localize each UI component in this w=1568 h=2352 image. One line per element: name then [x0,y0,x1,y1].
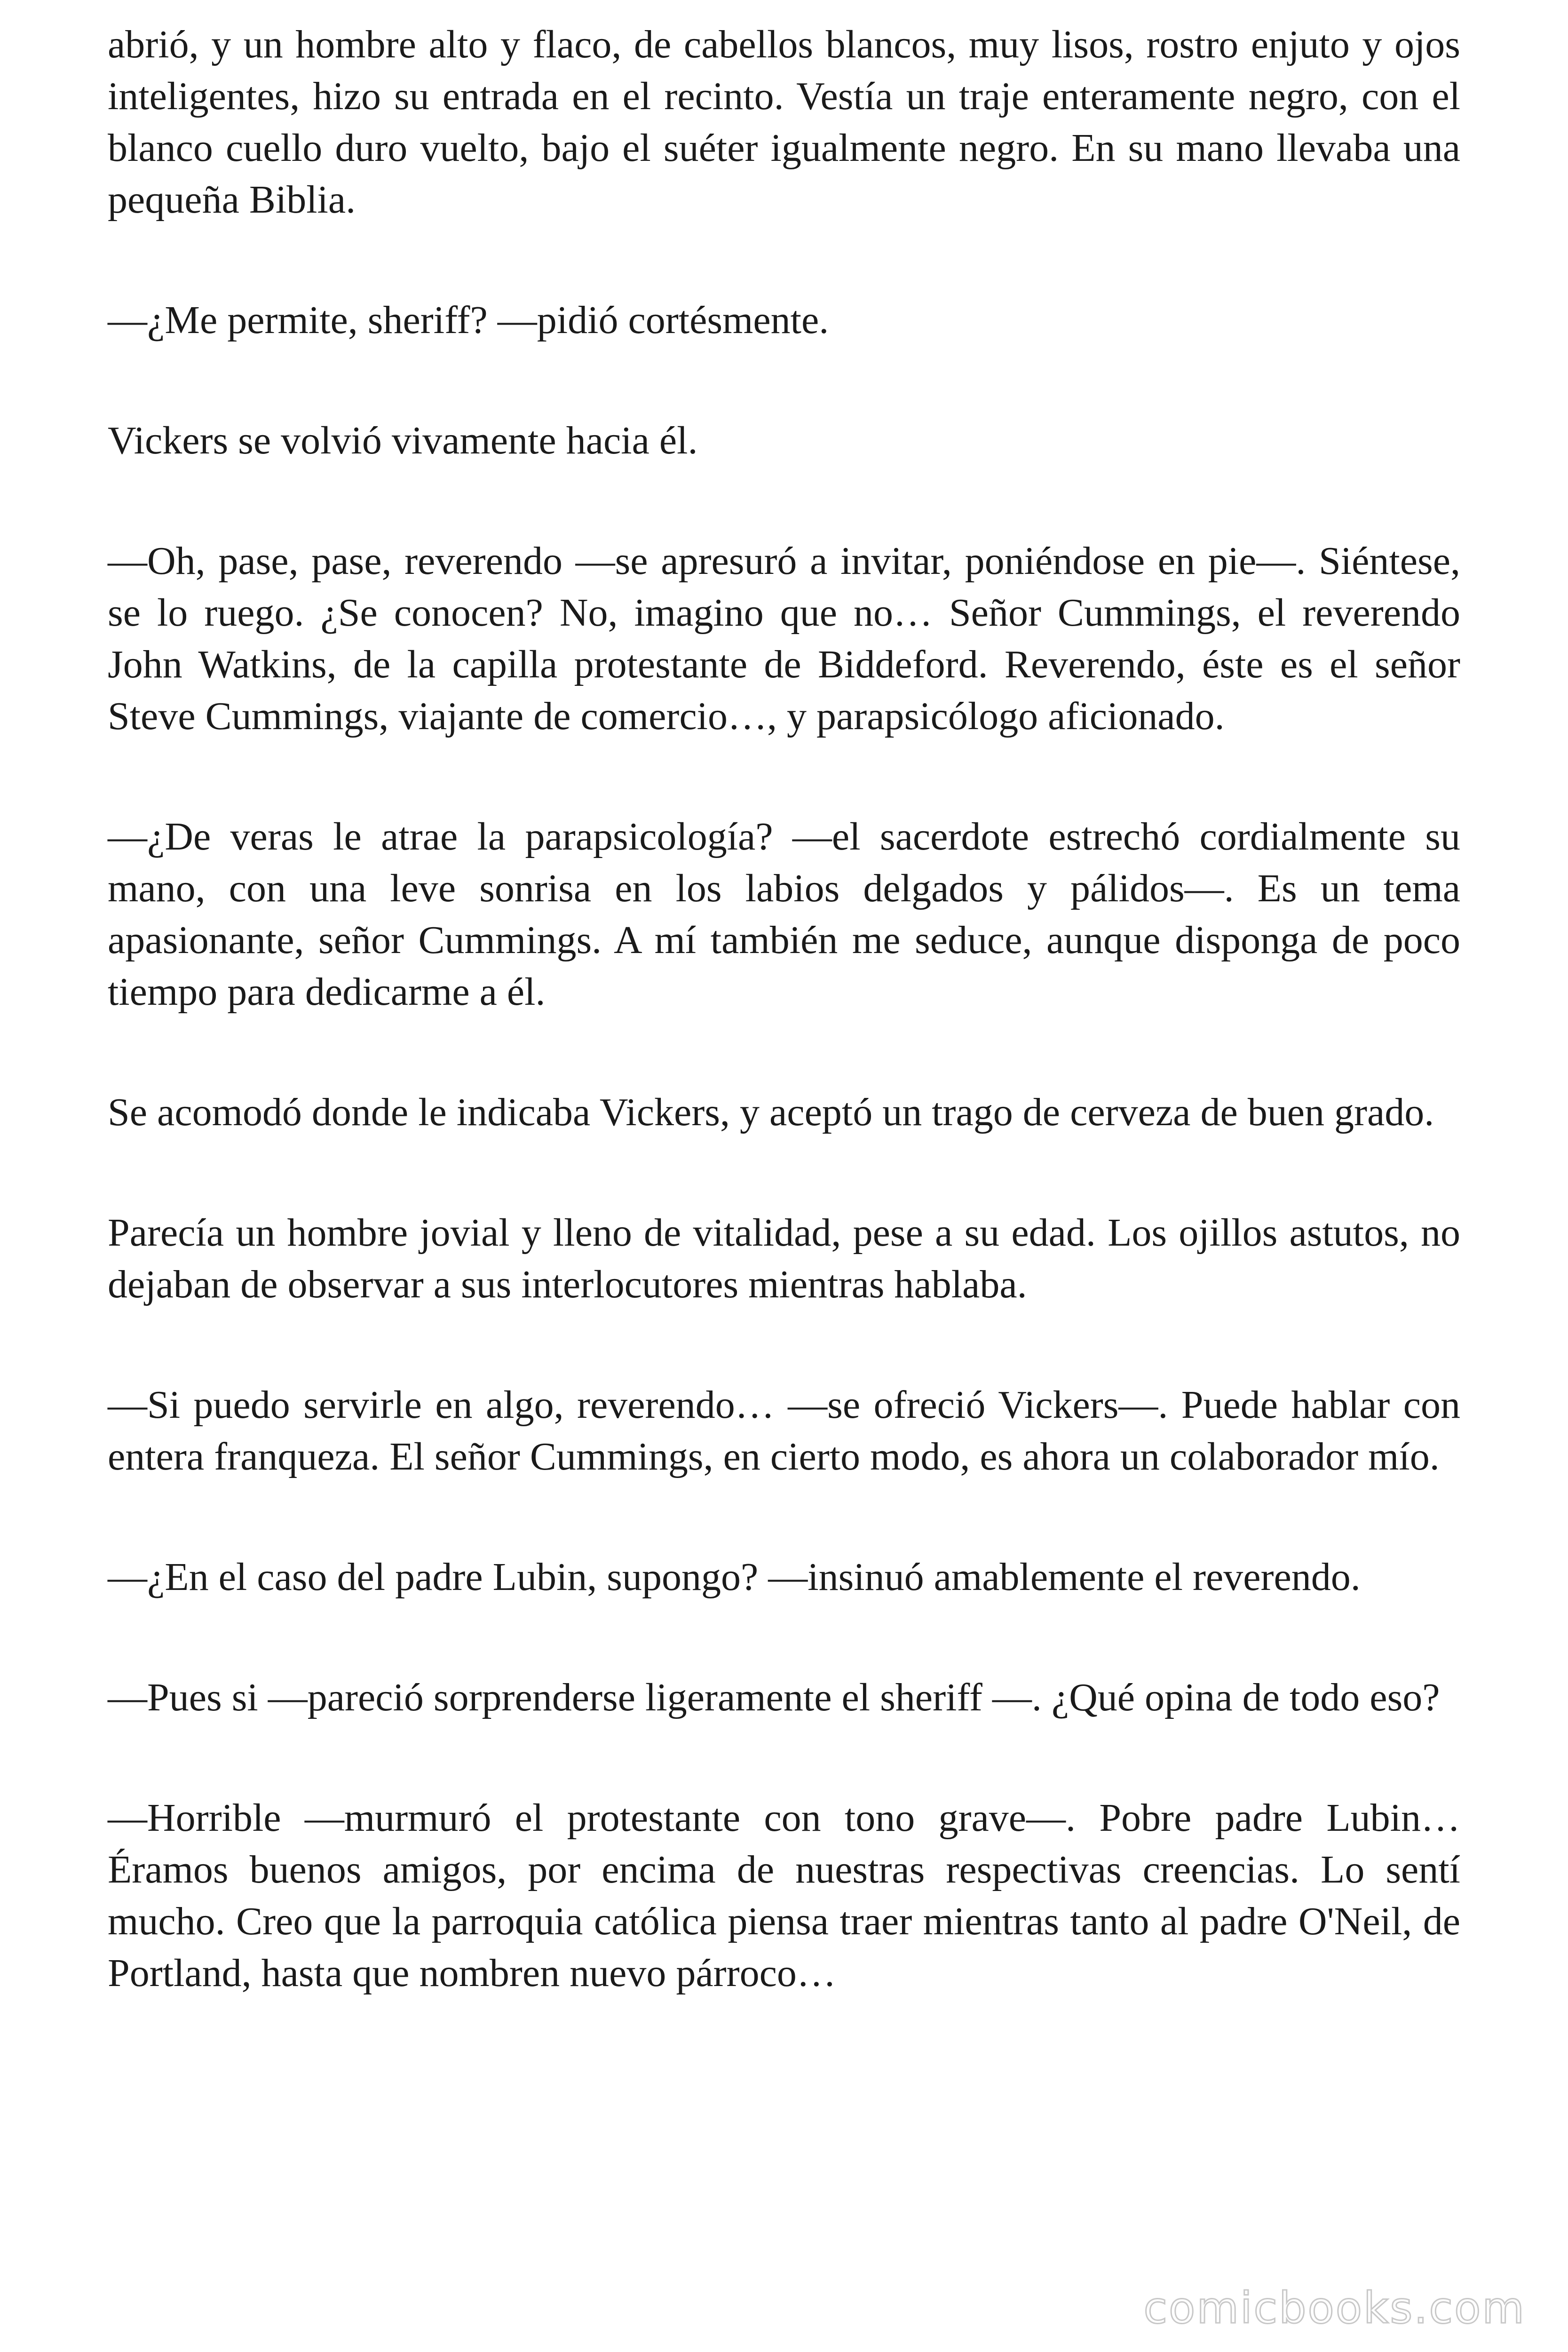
watermark: comicbooks.com [1143,2283,1526,2333]
paragraph-1: abrió, y un hombre alto y flaco, de cabellos blancos, muy lisos, rostro enjuto y ojos inteligentes, hizo su entrada en el recinto. Vestía un traje enteramente negro, con el blanco cuello duro vuelto, bajo el suéter igualmente negro. En su mano llevaba una pequeña Biblia. [108,23,1460,222]
paragraph-2: —¿Me permite, sheriff? —pidió cortésmente. [108,298,829,342]
document-page [108,19,1460,2068]
paragraph-6: Se acomodó donde le indicaba Vickers, y aceptó un trago de cerveza de buen grado. [108,1090,1434,1134]
paragraph-9: —¿En el caso del padre Lubin, supongo? —insinuó amablemente el reverendo. [108,1555,1361,1599]
paragraph-5: —¿De veras le atrae la parapsicología? —el sacerdote estrechó cordialmente su mano, con una leve sonrisa en los labios delgados y pálidos—. Es un tema apasionante, señor Cummings. A mí también me seduce, aunque disponga de poco tiempo para dedicarme a él. [108,815,1460,1014]
paragraph-10: —Pues si —pareció sorprenderse ligeramente el sheriff —. ¿Qué opina de todo eso? [108,1676,1440,1719]
paragraph-11: —Horrible —murmuró el protestante con tono grave—. Pobre padre Lubin… Éramos buenos amigos, por encima de nuestras respectivas creencias. Lo sentí mucho. Creo que la parroquia católica piensa traer mientras tanto al padre O'Neil, de Portland, hasta que nombren nuevo párroco… [108,1796,1460,1995]
paragraph-7: Parecía un hombre jovial y lleno de vitalidad, pese a su edad. Los ojillos astutos, no dejaban de observar a sus interlocutores mientras hablaba. [108,1211,1460,1306]
paragraph-3: Vickers se volvió vivamente hacia él. [108,419,698,462]
paragraph-4: —Oh, pase, pase, reverendo —se apresuró a invitar, poniéndose en pie—. Siéntese, se lo ruego. ¿Se conocen? No, imagino que no… Señor Cummings, el reverendo John Watkins, de la capilla protestante de Biddeford. Reverendo, éste es el señor Steve Cummings, viajante de comercio…, y parapsicólogo aficionado. [108,539,1460,738]
paragraph-8: —Si puedo servirle en algo, reverendo… —se ofreció Vickers—. Puede hablar con entera franqueza. El señor Cummings, en cierto modo, es ahora un colaborador mío. [108,1383,1460,1478]
